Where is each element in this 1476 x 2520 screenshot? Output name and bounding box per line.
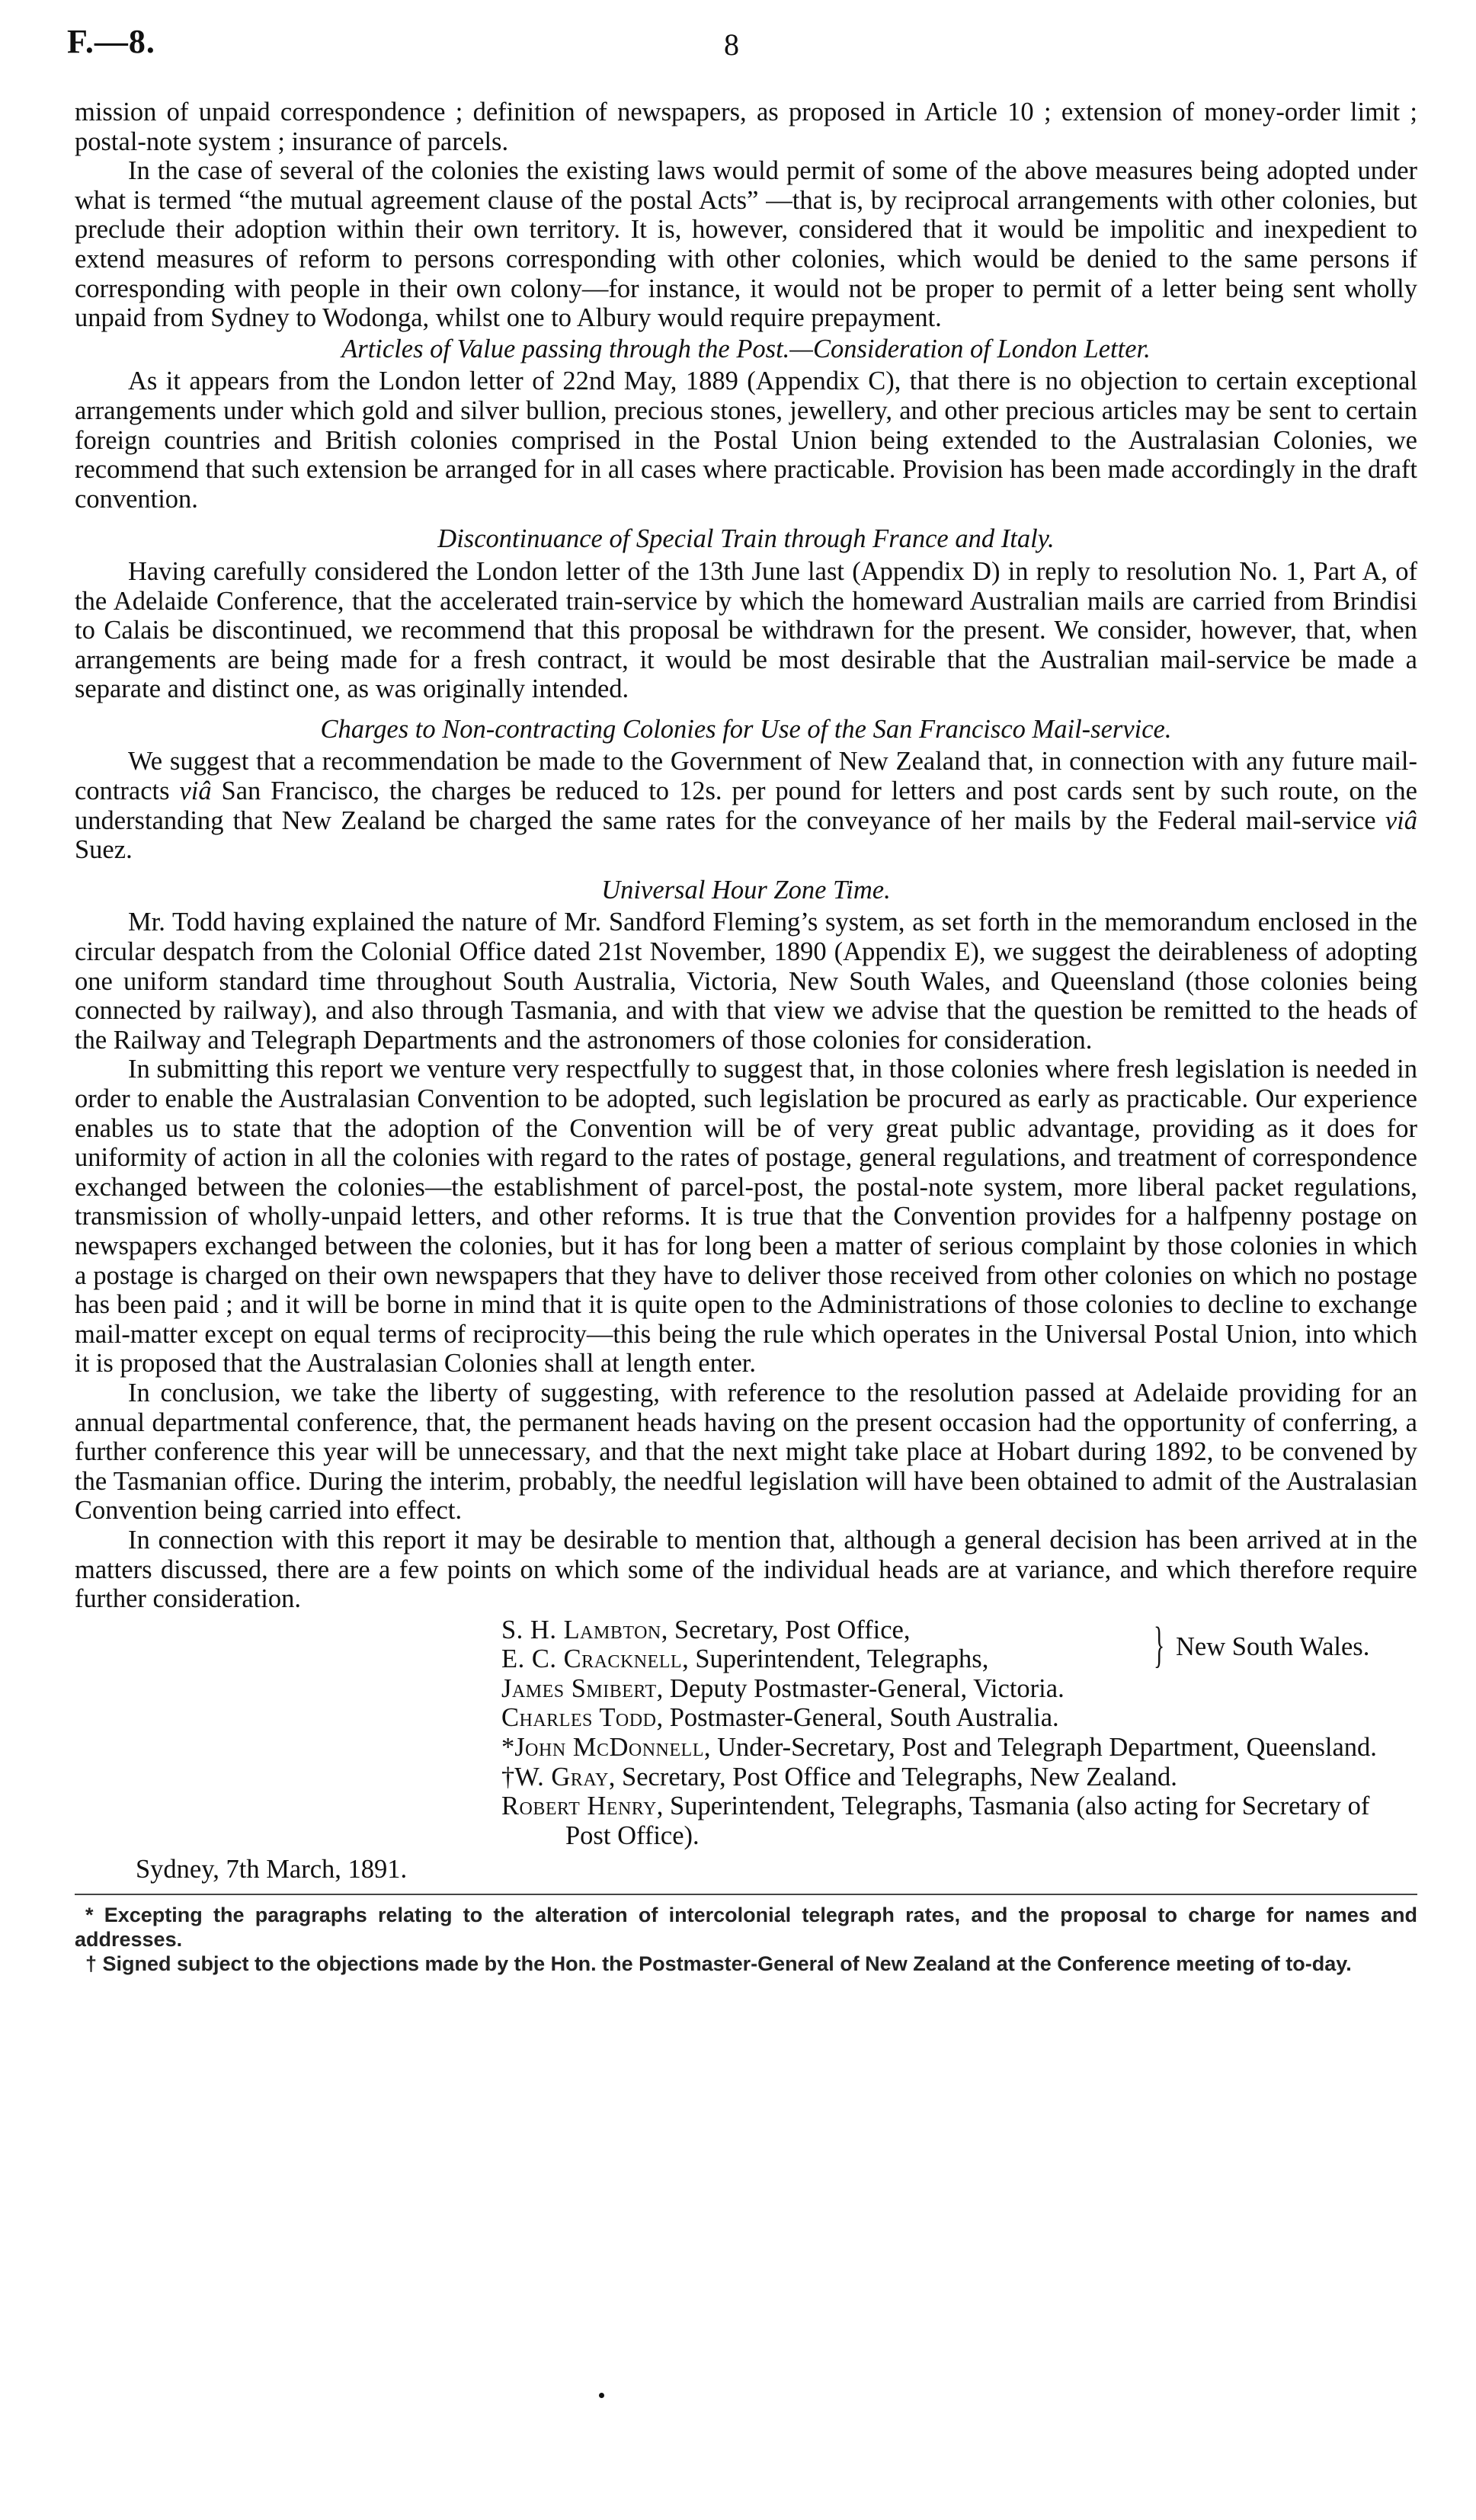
section-heading-san-francisco-charges: Charges to Non-contracting Colonies for Use of the San Francisco Mail-service. (320, 714, 1172, 744)
signatory-role: , Superintendent, Telegraphs, Tasmania (also acting for Secretary of Post Office). (565, 1792, 1370, 1850)
paragraph: In connection with this report it may be desirable to mention that, although a general decision has been arrived at in the matters discussed, there are a few points on which some of the individual heads are at variance, and which therefore require further consideration. (75, 1525, 1417, 1614)
section-heading-articles-of-value: Articles of Value passing through the Post.—Consideration of London Letter. (341, 334, 1151, 363)
footnote: † Signed subject to the objections made by the Hon. the Postmaster-General of New Zealand at the Conference meeting of to-day. (85, 1952, 1352, 1976)
signatory-role: , Postmaster-General, South Australia. (656, 1703, 1059, 1733)
signatory-role: , Superintendent, Telegraphs, (682, 1644, 989, 1674)
signatory-name: Charles Todd (501, 1703, 657, 1733)
signatory-role: , Secretary, Post Office and Telegraphs, New Zealand. (608, 1762, 1177, 1792)
nsw-signatories (501, 1615, 1417, 1674)
paragraph: Having carefully considered the London letter of the 13th June last (Appendix D) in reply to resolution No. 1, Part A, of the Adelaide Conference, that the accelerated train-service by which the homeward Australian mails are carried from Brindisi to Calais be discontinued, we recommend that this proposal be withdrawn for the present. We consider, however, that, when arrangements are being made for a fresh contract, it would be most desirable that the Australian mail-service be made a separate and distinct one, as was originally intended. (75, 556, 1417, 704)
signatory-name: Robert Henry (501, 1792, 657, 1821)
section-heading-special-train: Discontinuance of Special Train through France and Italy. (437, 524, 1055, 554)
printer-dot (599, 2393, 604, 2398)
footnote-mark: * (501, 1733, 515, 1763)
signatory-name: W. Gray (514, 1762, 609, 1792)
paragraph: In the case of several of the colonies the existing laws would permit of some of the above measures being adopted under what is termed “the mutual agreement clause of the postal Acts” —that is, by reciprocal arrangements with other colonies, but preclude their adoption within their own territory. It is, however, considered that it would be impolitic and inexpedient to extend measures of reform to persons corresponding with other colonies, which would be denied to the same persons if corresponding with people in their own colony—for instance, it would not be proper to permit of a letter being sent wholly unpaid from Sydney to Wodonga, whilst one to Albury would require prepayment. (75, 156, 1417, 333)
signatory (501, 1703, 1417, 1733)
signatories-block (501, 1615, 1417, 1851)
paragraph: As it appears from the London letter of 22nd May, 1889 (Appendix C), that there is no objection to certain exceptional arrangements under which gold and silver bullion, precious stones, jewellery, and other precious articles may be sent to certain foreign countries and British colonies comprised in the Postal Union being extended to the Australasian Colonies, we recommend that such extension be arranged for in all cases where practicable. Provision has been made accordingly in the draft convention. (75, 367, 1417, 514)
document-body (75, 98, 1417, 1976)
signatory-name: John McDonnell (514, 1733, 704, 1763)
brace-icon: } (1154, 1616, 1165, 1673)
paragraph (75, 747, 1417, 864)
signatory-role: , Secretary, Post Office, (661, 1615, 911, 1644)
paragraph: mission of unpaid correspondence ; definition of newspapers, as proposed in Article 10 ; extension of money-order limit ; postal-note system ; insurance of parcels. (75, 98, 1417, 156)
signatory-role: , Under-Secretary, Post and Telegraph Department, Queensland. (703, 1733, 1377, 1763)
text-run: We suggest that a recommendation be made to the Government of New Zealand that, in connection with any future mail-contracts (75, 747, 1417, 806)
signatory (501, 1792, 1417, 1850)
signatory-name: E. C. Cracknell (501, 1644, 683, 1674)
footnotes (75, 1903, 1417, 1976)
signatory (501, 1674, 1417, 1704)
page-number: 8 (724, 27, 739, 62)
footnote-divider (75, 1894, 1417, 1895)
paragraph: Mr. Todd having explained the nature of Mr. Sandford Fleming’s system, as set forth in the memorandum enclosed in the circular despatch from the Colonial Office dated 21st November, 1890 (Appendix E), we suggest the deirableness of adopting one uniform standard time throughout South Australia, Victoria, New South Wales, and Queensland (those colonies being connected by railway), and also through Tasmania, and with that view we advise that the question be remitted to the heads of the Railway and Telegraph Departments and the astronomers of those colonies for consideration. (75, 908, 1417, 1055)
text-run: Suez. (75, 835, 133, 865)
footnote: * Excepting the paragraphs relating to the alteration of intercolonial telegraph rates, and the proposal to charge for names and addresses. (75, 1904, 1417, 1952)
signatory-name: S. H. Lambton (501, 1615, 661, 1644)
italic-via: viâ (179, 776, 212, 806)
date-line: Sydney, 7th March, 1891. (136, 1855, 408, 1884)
paragraph: In conclusion, we take the liberty of suggesting, with reference to the resolution passed at Adelaide providing for an annual departmental conference, that, the permanent heads having on the present occasion had the opportunity of conferring, a further conference this year will be unnecessary, and that the next might take place at Hobart during 1892, to be convened by the Tasmanian office. During the interim, probably, the needful legislation will have been obtained to admit of the Australasian Convention being carried into effect. (75, 1378, 1417, 1526)
paragraph: In submitting this report we venture very respectfully to suggest that, in those colonies where fresh legislation is needed in order to enable the Australasian Convention to be adopted, such legislation be procured as early as practicable. Our experience enables us to state that the adoption of the Convention will be of very great public advantage, providing as it does for uniformity of action in all the colonies with regard to the rates of postage, general regulations, and treatment of correspondence exchanged between the colonies—the establishment of parcel-post, the postal-note system, more liberal packet regulations, transmission of wholly-unpaid letters, and other reforms. It is true that the Convention provides for a halfpenny postage on newspapers exchanged between the colonies, but it has for long been a matter of serious complaint by those colonies in which a postage is charged on their own newspapers that they have to deliver those received from other colonies on which no postage has been paid ; and it will be borne in mind that it is quite open to the Administrations of those colonies to decline to exchange mail-matter except on equal terms of reciprocity—this being the rule which operates in the Universal Postal Union, into which it is proposed that the Australasian Colonies shall at length enter. (75, 1055, 1417, 1378)
section-heading-zone-time: Universal Hour Zone Time. (601, 875, 891, 905)
document-code: F.—8. (67, 23, 155, 60)
footnote-mark: † (501, 1762, 515, 1792)
signatory (501, 1763, 1417, 1792)
nsw-label: New South Wales. (1176, 1631, 1370, 1661)
signatory (501, 1733, 1417, 1763)
signatory-role: , Deputy Postmaster-General, Victoria. (656, 1673, 1065, 1703)
signatory-name: James Smibert (501, 1673, 657, 1703)
text-run: San Francisco, the charges be reduced to 12s. per pound for letters and post cards sent by such route, on the understanding that New Zealand be charged the same rates for the conveyance of her mails by the Federal mail-service (75, 776, 1417, 835)
italic-via: viâ (1385, 805, 1417, 835)
